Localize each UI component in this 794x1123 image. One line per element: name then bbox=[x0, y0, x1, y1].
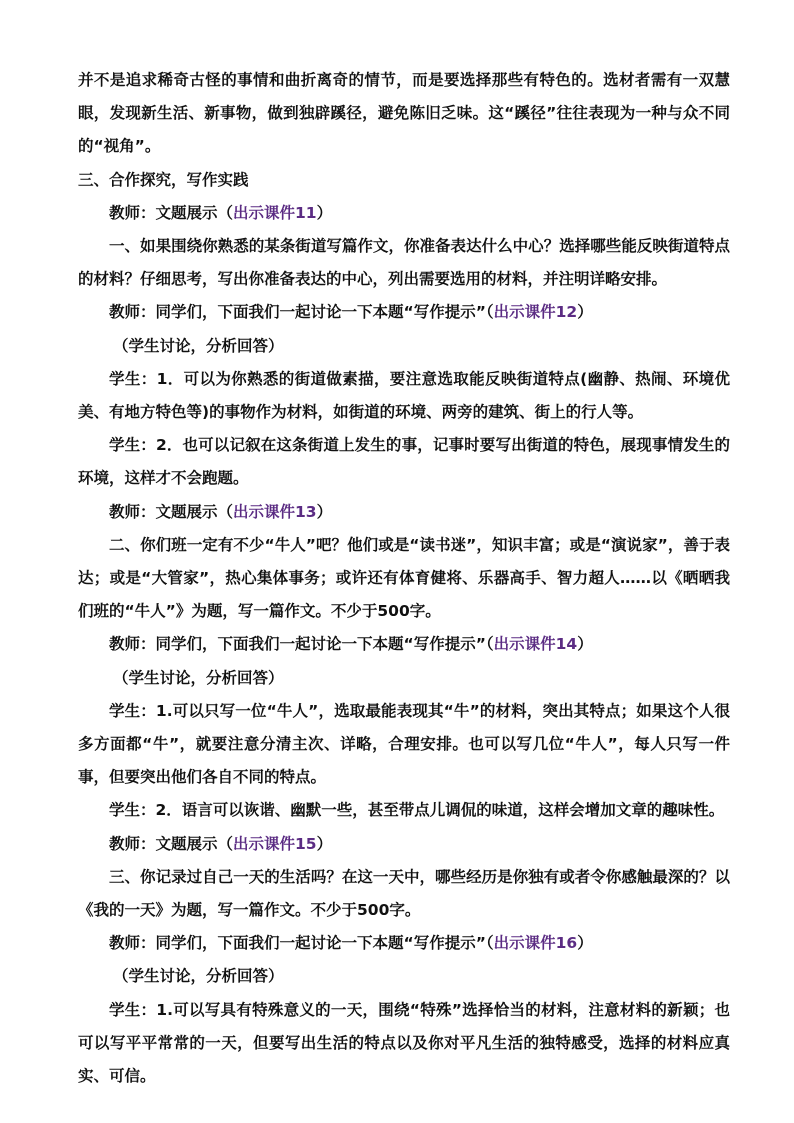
paragraph-text: 教师：同学们，下面我们一起讨论一下本题“写作提示”（ bbox=[109, 934, 494, 953]
paragraph-text: 学生：1．可以为你熟悉的街道做素描，要注意选取能反映街道特点(幽静、热闹、环境优美、有地方特色等)的事物作为材料，如街道的环境、两旁的建筑、街上的行人等。 bbox=[78, 369, 730, 422]
paragraph-text: ） bbox=[577, 303, 593, 322]
paragraph-text: 学生：1.可以只写一位“牛人”，选取最能表现其“牛”的材料，突出其特点；如果这个人很多方面都“牛”，就要注意分清主次、详略，合理安排。也可以写几位“牛人”，每人只写一件事，但要突出他们各自不同的特点。 bbox=[78, 701, 730, 787]
paragraph bbox=[78, 529, 730, 629]
courseware-reference: 出示课件11 bbox=[233, 203, 317, 222]
paragraph-text: 教师：文题展示（ bbox=[109, 203, 234, 222]
paragraph-text: ） bbox=[316, 834, 333, 853]
paragraph bbox=[78, 330, 730, 363]
paragraph-text: ） bbox=[316, 203, 333, 222]
paragraph-text: 教师：同学们，下面我们一起讨论一下本题“写作提示”（ bbox=[109, 635, 494, 654]
paragraph-text: 三、你记录过自己一天的生活吗？在这一天中，哪些经历是你独有或者令你感触最深的？以《我的一天》为题，写一篇作文。不少于500字。 bbox=[78, 867, 730, 920]
paragraph bbox=[78, 960, 730, 993]
paragraph-text: 学生：1.可以写具有特殊意义的一天，围绕“特殊”选择恰当的材料，注意材料的新颖；也可以写平平常常的一天，但要写出生活的特点以及你对平凡生活的独特感受，选择的材料应真实、可信。 bbox=[78, 1000, 730, 1086]
paragraph bbox=[78, 994, 730, 1094]
paragraph bbox=[78, 861, 730, 927]
paragraph-text: （学生讨论，分析回答） bbox=[113, 668, 284, 687]
paragraph-text: 教师：文题展示（ bbox=[109, 834, 234, 853]
paragraph-text: （学生讨论，分析回答） bbox=[113, 336, 284, 355]
paragraph-text: ） bbox=[577, 934, 593, 953]
paragraph bbox=[78, 64, 730, 164]
courseware-reference: 出示课件12 bbox=[493, 303, 578, 322]
paragraph bbox=[78, 794, 730, 827]
paragraph-text: 教师：文题展示（ bbox=[109, 502, 234, 521]
paragraph-text: ） bbox=[316, 502, 333, 521]
courseware-reference: 出示课件14 bbox=[493, 635, 578, 654]
paragraph-text: 三、合作探究，写作实践 bbox=[78, 170, 249, 189]
paragraph-text: 学生：2．语言可以诙谐、幽默一些，甚至带点儿调侃的味道，这样会增加文章的趣味性。 bbox=[109, 801, 725, 820]
paragraph bbox=[78, 197, 730, 230]
courseware-reference: 出示课件15 bbox=[233, 834, 317, 853]
paragraph-text: 二、你们班一定有不少“牛人”吧？他们或是“读书迷”，知识丰富；或是“演说家”，善于表达；或是“大管家”，热心集体事务；或许还有体育健将、乐器高手、智力超人……以《晒晒我们班的“牛人”》为题，写一篇作文。不少于500字。 bbox=[78, 535, 730, 621]
paragraph bbox=[78, 662, 730, 695]
document-page bbox=[78, 64, 730, 1093]
courseware-reference: 出示课件16 bbox=[493, 934, 578, 953]
paragraph bbox=[78, 296, 730, 329]
paragraph-text: 教师：同学们，下面我们一起讨论一下本题“写作提示”（ bbox=[109, 303, 494, 322]
paragraph-text: 一、如果围绕你熟悉的某条街道写篇作文，你准备表达什么中心？选择哪些能反映街道特点的材料？仔细思考，写出你准备表达的中心，列出需要选用的材料，并注明详略安排。 bbox=[78, 237, 730, 289]
paragraph bbox=[78, 927, 730, 960]
paragraph bbox=[78, 429, 730, 495]
courseware-reference: 出示课件13 bbox=[233, 502, 317, 521]
paragraph-text: 学生：2．也可以记叙在这条街道上发生的事，记事时要写出街道的特色，展现事情发生的环境，这样才不会跑题。 bbox=[78, 436, 730, 488]
paragraph-text: 并不是追求稀奇古怪的事情和曲折离奇的情节，而是要选择那些有特色的。选材者需有一双慧眼，发现新生活、新事物，做到独辟蹊径，避免陈旧乏味。这“蹊径”往往表现为一种与众不同的“视角”。 bbox=[78, 71, 730, 156]
paragraph bbox=[78, 828, 730, 861]
paragraph-text: ） bbox=[577, 635, 593, 654]
paragraph bbox=[78, 363, 730, 429]
paragraph bbox=[78, 695, 730, 795]
paragraph bbox=[78, 628, 730, 661]
paragraph bbox=[78, 164, 730, 197]
paragraph bbox=[78, 496, 730, 529]
paragraph bbox=[78, 230, 730, 296]
paragraph-text: （学生讨论，分析回答） bbox=[113, 967, 284, 986]
